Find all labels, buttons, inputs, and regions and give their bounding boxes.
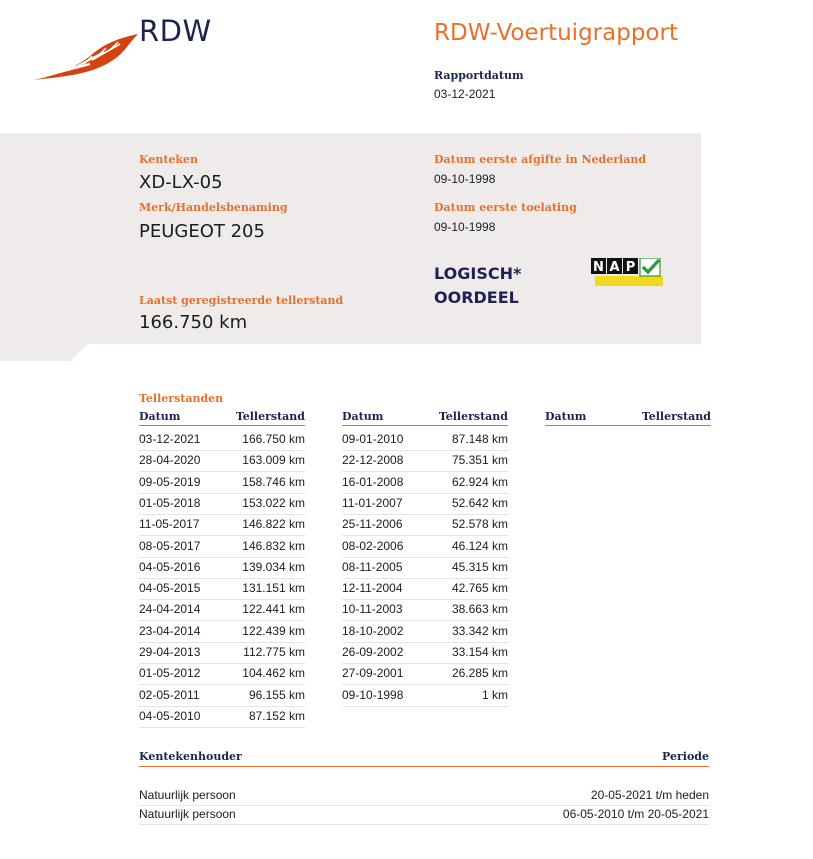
history-value: 26.285 km	[451, 666, 508, 681]
history-date: 23-04-2014	[139, 623, 201, 638]
nap-letter-n: N	[593, 260, 604, 275]
history-value: 42.765 km	[451, 581, 508, 596]
history-row	[139, 557, 305, 579]
history-date: 08-05-2017	[139, 538, 201, 553]
odometer-history-title: Tellerstanden	[139, 392, 224, 405]
plate-label: Kenteken	[139, 153, 199, 166]
first-admission-label: Datum eerste toelating	[434, 201, 577, 214]
history-value: 163.009 km	[242, 453, 305, 468]
verdict-line-2: OORDEEL	[434, 288, 519, 307]
history-value: 75.351 km	[451, 453, 508, 468]
first-nl-value: 09-10-1998	[434, 172, 496, 186]
history-value: 166.750 km	[242, 432, 305, 446]
history-date: 18-10-2002	[342, 623, 404, 638]
history-row	[139, 663, 305, 685]
history-row	[139, 450, 305, 472]
history-row	[139, 621, 305, 643]
history-row	[139, 536, 305, 558]
vehicle-panel	[0, 133, 701, 361]
header-rule	[342, 425, 508, 426]
history-date: 29-04-2013	[139, 645, 201, 659]
history-date: 01-05-2018	[139, 495, 201, 510]
holder-row	[139, 806, 709, 825]
history-row	[139, 578, 305, 600]
period-heading: Periode	[662, 750, 709, 763]
history-date: 27-09-2001	[342, 666, 404, 681]
history-row	[139, 642, 305, 664]
history-col-2-header	[342, 410, 508, 428]
history-value: 38.663 km	[451, 602, 508, 617]
history-value: 33.342 km	[451, 623, 508, 638]
history-date: 04-05-2010	[139, 708, 201, 723]
history-value: 33.154 km	[451, 645, 508, 659]
history-date: 02-05-2011	[139, 687, 200, 702]
history-row	[139, 685, 305, 707]
history-date: 09-01-2010	[342, 432, 404, 446]
nap-badge-icon	[591, 258, 663, 286]
history-value: 96.155 km	[248, 687, 305, 702]
history-date: 09-05-2019	[139, 474, 201, 489]
history-row	[342, 493, 508, 515]
history-row	[342, 578, 508, 600]
report-date: 03-12-2021	[434, 87, 496, 101]
holder-name: Natuurlijk persoon	[139, 788, 236, 802]
history-row	[342, 642, 508, 664]
history-value: 146.832 km	[242, 538, 305, 553]
holder-heading: Kentekenhouder	[139, 750, 242, 763]
first-admission-value: 09-10-1998	[434, 220, 496, 234]
history-row	[139, 429, 305, 451]
history-date: 08-02-2006	[342, 538, 404, 553]
header-rule	[139, 425, 305, 426]
report-title: RDW-Voertuigrapport	[434, 20, 678, 46]
history-value: 122.441 km	[242, 602, 305, 617]
history-date: 11-05-2017	[139, 517, 200, 532]
history-row	[139, 599, 305, 621]
history-value: 87.148 km	[451, 432, 508, 446]
history-row	[139, 493, 305, 515]
first-nl-label: Datum eerste afgifte in Nederland	[434, 153, 647, 166]
history-row	[342, 429, 508, 451]
history-date: 04-05-2015	[139, 581, 201, 596]
history-row	[342, 514, 508, 536]
holder-row	[139, 787, 709, 806]
odometer-value: 166.750 km	[139, 312, 248, 333]
history-row	[342, 472, 508, 494]
history-value: 158.746 km	[242, 474, 305, 489]
brand-name: RDW	[139, 14, 212, 48]
history-row	[342, 536, 508, 558]
holder-header-rule	[139, 766, 709, 767]
nap-letter-p: P	[625, 260, 636, 275]
history-date: 01-05-2012	[139, 666, 201, 681]
history-value: 46.124 km	[451, 538, 508, 553]
history-date: 12-11-2004	[342, 581, 403, 596]
history-value: 122.439 km	[242, 623, 305, 638]
history-date: 25-11-2006	[342, 517, 403, 532]
history-row	[342, 599, 508, 621]
col-value-heading: Tellerstand	[438, 410, 508, 423]
history-value: 87.152 km	[248, 708, 305, 723]
history-date: 03-12-2021	[139, 432, 201, 446]
history-value: 104.462 km	[242, 666, 305, 681]
history-row	[342, 663, 508, 685]
history-date: 24-04-2014	[139, 602, 201, 617]
nap-letter-a: A	[609, 260, 620, 275]
history-value: 62.924 km	[451, 474, 508, 489]
history-date: 04-05-2016	[139, 559, 201, 574]
holder-period: 20-05-2021 t/m heden	[590, 788, 709, 802]
history-value: 139.034 km	[242, 559, 305, 574]
history-date: 28-04-2020	[139, 453, 201, 468]
history-row	[342, 450, 508, 472]
history-value: 52.642 km	[451, 495, 508, 510]
history-value: 45.315 km	[451, 559, 508, 574]
verdict-line-1: LOGISCH*	[434, 264, 522, 283]
history-value: 153.022 km	[242, 495, 305, 510]
make-value: PEUGEOT 205	[139, 221, 265, 242]
col-date-heading: Datum	[545, 410, 587, 423]
history-date: 11-01-2007	[342, 495, 403, 510]
history-value: 1 km	[481, 687, 508, 702]
history-date: 26-09-2002	[342, 645, 404, 659]
history-row	[139, 514, 305, 536]
col-date-heading: Datum	[342, 410, 384, 423]
history-date: 10-11-2003	[342, 602, 403, 617]
holder-period: 06-05-2010 t/m 20-05-2021	[562, 807, 709, 821]
plate-value: XD-LX-05	[139, 172, 223, 193]
history-date: 22-12-2008	[342, 453, 404, 468]
history-row	[342, 685, 508, 707]
history-row	[342, 621, 508, 643]
history-value: 112.775 km	[243, 645, 305, 659]
history-row	[139, 706, 305, 728]
verdict	[434, 262, 521, 310]
col-value-heading: Tellerstand	[235, 410, 305, 423]
history-date: 08-11-2005	[342, 559, 403, 574]
history-value: 131.151 km	[242, 581, 305, 596]
history-date: 16-01-2008	[342, 474, 404, 489]
history-col-3-header	[545, 410, 711, 428]
odometer-label: Laatst geregistreerde tellerstand	[139, 294, 344, 307]
history-row	[139, 472, 305, 494]
history-col-1-header	[139, 410, 305, 428]
col-value-heading: Tellerstand	[641, 410, 711, 423]
rdw-logo-icon	[30, 30, 140, 82]
holder-name: Natuurlijk persoon	[139, 807, 236, 821]
history-date: 09-10-1998	[342, 687, 404, 702]
history-value: 146.822 km	[242, 517, 305, 532]
header-rule	[545, 425, 711, 426]
col-date-heading: Datum	[139, 410, 181, 423]
report-date-label: Rapportdatum	[434, 69, 524, 82]
history-row	[342, 557, 508, 579]
history-value: 52.578 km	[451, 517, 508, 532]
make-label: Merk/Handelsbenaming	[139, 201, 288, 214]
